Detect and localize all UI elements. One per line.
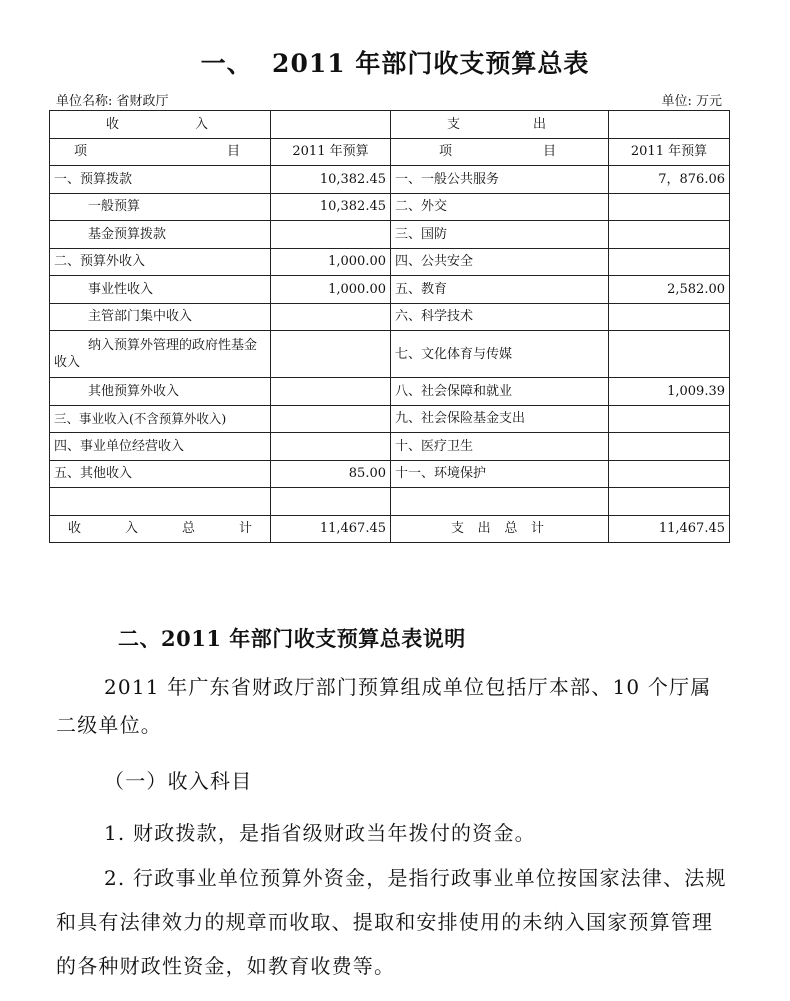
subheader-budget-left: 2011 年预算 xyxy=(271,138,391,166)
table-row: 事业性收入 1,000.00 五、教育 2,582.00 xyxy=(50,276,730,304)
unit-name: 单位名称: 省财政厅 xyxy=(56,94,169,109)
page-title: 一、 2011 年部门收支预算总表 xyxy=(200,49,590,78)
table-row: 一般预算 10,382.45 二、外交 xyxy=(50,193,730,221)
header-expense: 支 出 xyxy=(391,111,609,139)
paragraph-intro: 2011 年广东省财政厅部门预算组成单位包括厅本部、10 个厅属二级单位。 xyxy=(56,675,712,737)
table-row: 三、事业收入(不含预算外收入) 九、社会保险基金支出 xyxy=(50,405,730,433)
subheader-item-left: 项 目 xyxy=(50,138,271,166)
table-row: 基金预算拨款 三、国防 xyxy=(50,221,730,249)
table-row: 二、预算外收入 1,000.00 四、公共安全 xyxy=(50,248,730,276)
subheader-budget-right: 2011 年预算 xyxy=(609,138,730,166)
table-row-empty xyxy=(50,488,730,516)
table-row: 其他预算外收入 八、社会保障和就业 1,009.39 xyxy=(50,378,730,406)
total-income-value: 11,467.45 xyxy=(271,515,391,543)
table-total-row xyxy=(50,515,730,543)
total-expense-label: 支 出 总 计 xyxy=(391,515,609,543)
table-row: 主管部门集中收入 六、科学技术 xyxy=(50,303,730,331)
total-expense-value: 11,467.45 xyxy=(609,515,730,543)
subheader-item-right: 项 目 xyxy=(391,138,609,166)
paragraph-fiscal-allocation: 1. 财政拨款，是指省级财政当年拨付的资金。 xyxy=(104,821,536,845)
total-income-label: 收 入 总 计 xyxy=(50,515,271,543)
paragraph-income-heading: （一）收入科目 xyxy=(104,769,253,793)
unit-measure: 单位: 万元 xyxy=(661,94,722,109)
table-row: 四、事业单位经营收入 十、医疗卫生 xyxy=(50,433,730,461)
table-subheader-row xyxy=(50,138,730,166)
table-header-row xyxy=(50,111,730,139)
table-row: 纳入预算外管理的政府性基金收入 七、文化体育与传媒 xyxy=(50,331,730,378)
budget-table xyxy=(49,110,730,543)
header-income: 收 入 xyxy=(50,111,271,139)
table-row: 一、预算拨款 10,382.45 一、一般公共服务 7，876.06 xyxy=(50,166,730,194)
paragraph-extra-budget-funds: 2. 行政事业单位预算外资金，是指行政事业单位按国家法律、法规和具有法律效力的规章而收取、提取和安排使用的未纳入国家预算管理的各种财政性资金，如教育收费等。 xyxy=(56,866,727,978)
section-title: 二、2011 年部门收支预算总表说明 xyxy=(118,626,466,651)
table-row: 五、其他收入 85.00 十一、环境保护 xyxy=(50,460,730,488)
